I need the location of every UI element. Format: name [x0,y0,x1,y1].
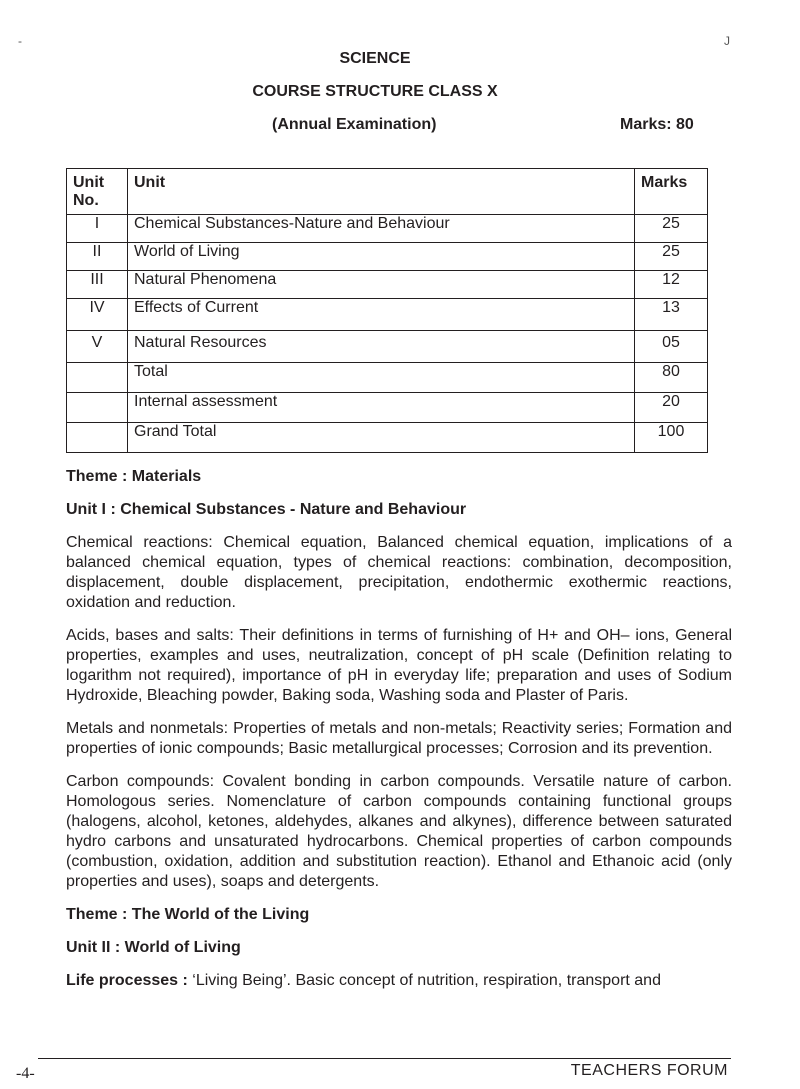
marks-cell: 80 [635,363,708,393]
unit-heading-chemical-substances: Unit I : Chemical Substances - Nature and Behaviour [66,501,467,518]
table-row [67,271,708,299]
unit-name-cell: Chemical Substances-Nature and Behaviour [128,215,635,243]
syllabus-content [66,467,732,1004]
header-unit: Unit [128,169,635,215]
page-number: -4- [16,1065,35,1082]
unit-name-cell: Natural Resources [128,331,635,363]
unit-name-cell: Internal assessment [128,393,635,423]
header-marks: Marks [635,169,708,215]
marks-cell: 25 [635,243,708,271]
table-row [67,243,708,271]
life-processes-text: ‘Living Being’. Basic concept of nutrition, respiration, transport and [187,972,661,989]
unit-no-cell: III [67,271,128,299]
marks-cell: 100 [635,423,708,453]
paragraph-metals-nonmetals: Metals and nonmetals: Properties of metals and non-metals; Reactivity series; Formation and properties of ionic compounds; Basic metallurgical processes; Corrosion and its prevention. [66,720,732,757]
unit-no-cell [67,423,128,453]
unit-no-cell [67,363,128,393]
unit-no-cell: I [67,215,128,243]
marks-cell: 13 [635,299,708,331]
unit-name-cell: Effects of Current [128,299,635,331]
theme-heading-world-of-living: Theme : The World of the Living [66,906,310,923]
unit-name-cell: Total [128,363,635,393]
exam-label: (Annual Examination) [272,116,437,133]
marks-label: Marks: 80 [620,116,694,133]
marks-cell: 12 [635,271,708,299]
table-row [67,299,708,331]
life-processes-lead: Life processes : [66,972,188,989]
table-row [67,215,708,243]
table-row [67,423,708,453]
unit-no-cell: V [67,331,128,363]
paragraph-carbon-compounds: Carbon compounds: Covalent bonding in carbon compounds. Versatile nature of carbon. Homologous series. Nomenclature of carbon compounds containing functional groups (halogens, alcohol, ketones, aldehydes, alkanes and alkynes), difference between saturated hydro carbons and unsaturated hydrocarbons. Chemical properties of carbon compounds (combustion, oxidation, addition and substitution reaction). Ethanol and Ethanoic acid (only properties and uses), soaps and detergents. [66,773,732,890]
unit-name-cell: World of Living [128,243,635,271]
corner-mark-left: - [18,34,22,48]
theme-heading-materials: Theme : Materials [66,468,202,485]
course-title: COURSE STRUCTURE CLASS X [252,83,498,100]
marks-cell: 20 [635,393,708,423]
table-row [67,331,708,363]
table-row [67,363,708,393]
unit-name-cell: Grand Total [128,423,635,453]
subject-title: SCIENCE [339,50,411,67]
marks-cell: 25 [635,215,708,243]
unit-no-cell: IV [67,299,128,331]
footer-divider [38,1058,731,1059]
corner-mark-right: J [724,34,730,48]
paragraph-acids-bases-salts: Acids, bases and salts: Their definitions in terms of furnishing of H+ and OH– ions, General properties, examples and uses, neutralization, concept of pH scale (Definition relating to logarithm not required), importance of pH in everyday life; preparation and uses of Sodium Hydroxide, Bleaching powder, Baking soda, Washing soda and Plaster of Paris. [66,627,732,704]
unit-heading-world-of-living: Unit II : World of Living [66,939,241,956]
marks-cell: 05 [635,331,708,363]
header-unit-no: Unit No. [67,169,128,215]
paragraph-life-processes [66,971,732,991]
unit-marks-table [66,168,708,453]
unit-name-cell: Natural Phenomena [128,271,635,299]
table-header-row [67,169,708,215]
teachers-forum-label: TEACHERS FORUM [570,1062,728,1079]
paragraph-chemical-reactions: Chemical reactions: Chemical equation, Balanced chemical equation, implications of a balanced chemical equation, types of chemical reactions: combination, decomposition, displacement, double displacement, precipitation, endothermic exothermic reactions, oxidation and reduction. [66,534,732,611]
unit-no-cell: II [67,243,128,271]
unit-no-cell [67,393,128,423]
table-row [67,393,708,423]
